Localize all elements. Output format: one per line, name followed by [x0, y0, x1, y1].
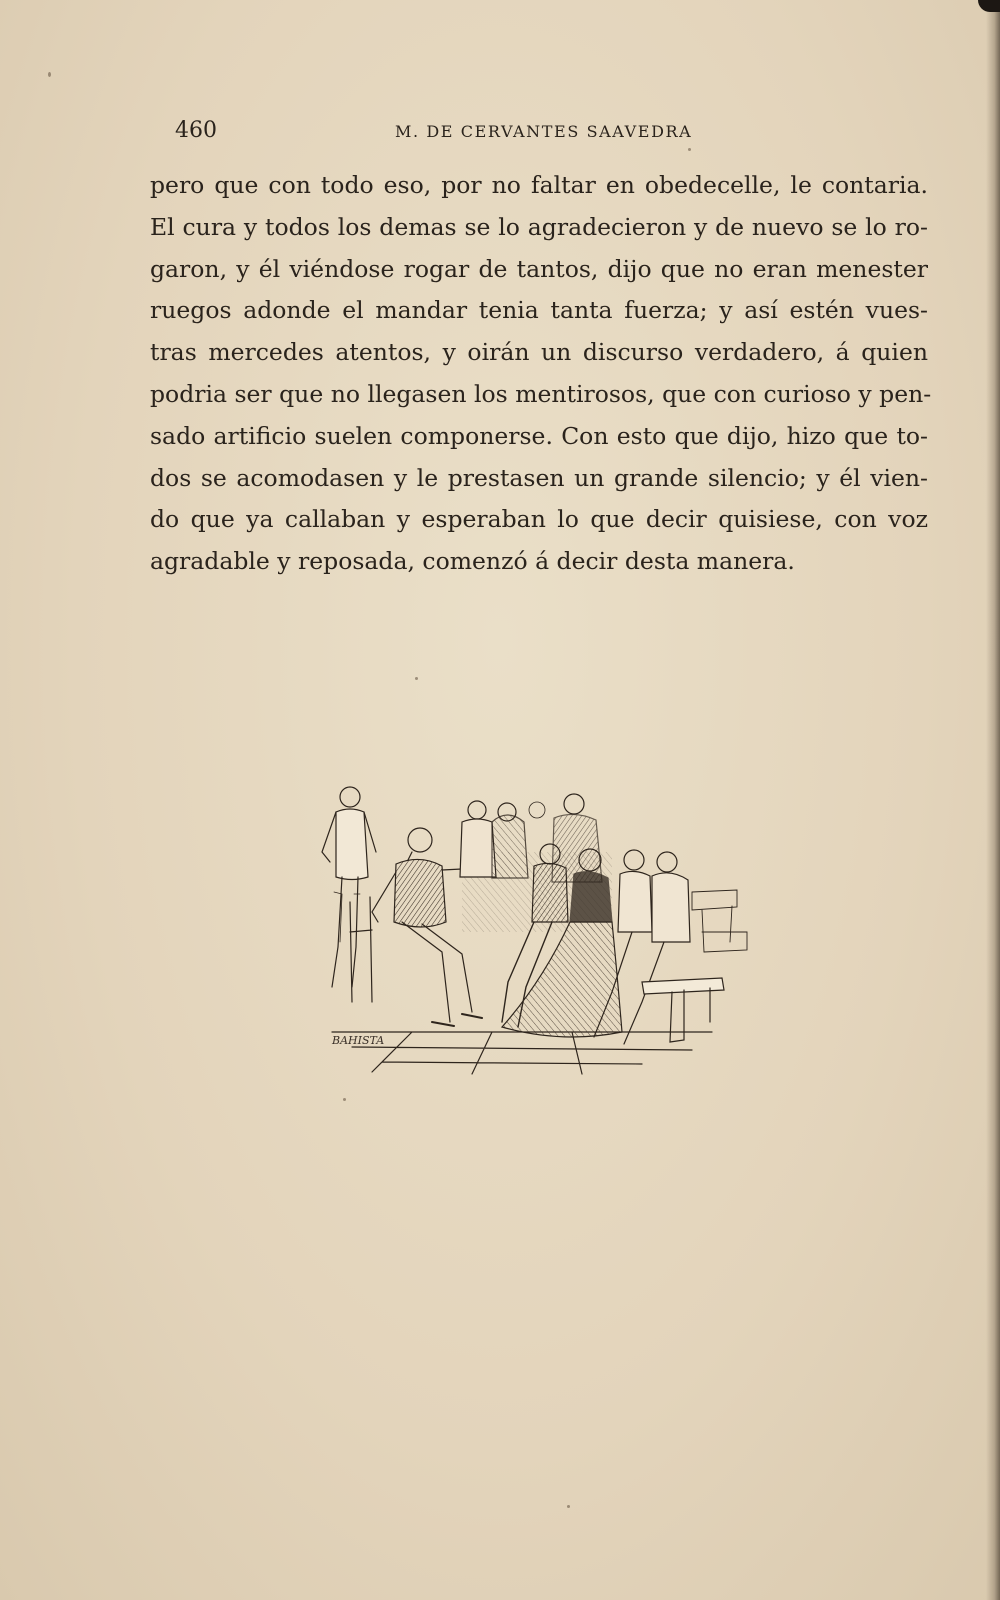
text-line: agradable y reposada, comenzó á decir desta manera. [150, 547, 795, 576]
running-head [175, 118, 695, 148]
paper-speck [688, 148, 691, 151]
body-text [150, 165, 932, 583]
paper-speck [567, 1505, 570, 1508]
text-line: sado artificio suelen componerse. Con esto que dijo, hizo que to- [150, 421, 928, 450]
page-edge-shadow [986, 0, 1000, 1600]
paper-speck [343, 1098, 346, 1101]
text-line: dos se acomodasen y le prestasen un grande silencio; y él vien- [150, 463, 928, 492]
text-line: garon, y él viéndose rogar de tantos, dijo que no eran menester [150, 254, 928, 283]
text-line: tras mercedes atentos, y oirán un discurso verdadero, á quien [150, 338, 928, 367]
artist-signature: BAHISTA [332, 1034, 385, 1047]
page-corner [978, 0, 1000, 12]
running-title: M. DE CERVANTES SAAVEDRA [395, 122, 693, 141]
text-line: podria ser que no llegasen los mentirosos, que con curioso y pen- [150, 379, 932, 408]
text-line: pero que con todo eso, por no faltar en obedecelle, le contaria. [150, 171, 928, 199]
paper-speck [48, 72, 51, 77]
engraving-illustration [312, 782, 762, 1082]
page-number: 460 [175, 118, 217, 143]
paper-speck [415, 677, 418, 680]
text-line: El cura y todos los demas se lo agradecieron y de nuevo se lo ro- [150, 212, 928, 241]
text-line: do que ya callaban y esperaban lo que decir quisiese, con voz [150, 505, 928, 534]
text-line: ruegos adonde el mandar tenia tanta fuerza; y así estén vues- [150, 296, 928, 325]
